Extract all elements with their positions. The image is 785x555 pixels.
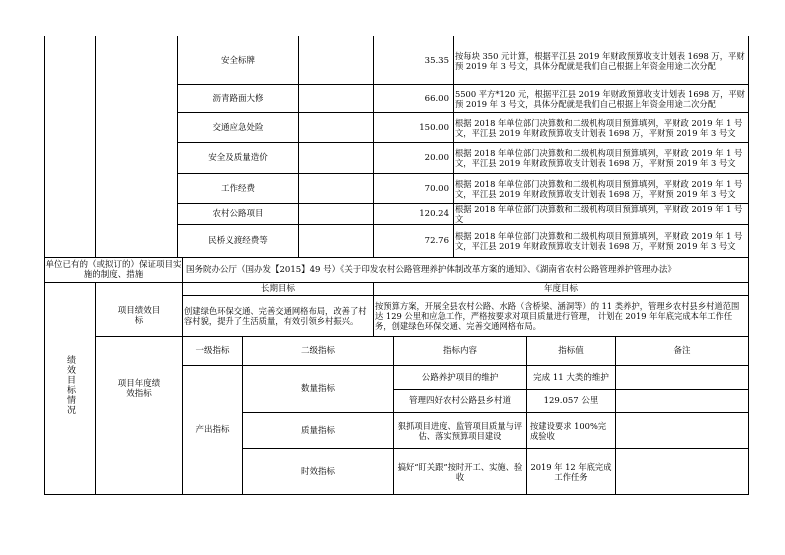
- budget-item-amount: 20.00: [424, 153, 449, 163]
- header-value: 指标值: [558, 346, 584, 356]
- indicator-value: 2019 年 12 年底完成工作任务: [530, 461, 612, 482]
- budget-item-basis: 根据 2018 年单位部门决算数和二级机构项目预算填列，平财政 2019 年 1 号文，平江县 2019 年财政预算收支计划表 1698 万，平财预 2019 年 3 号文: [455, 178, 743, 199]
- project-goal-label: [96, 296, 182, 336]
- annual-goal-text: 按预算方案，开展全县农村公路、水路（含桥梁、涵洞等）的 11 类养护，管理乡农村县乡村道范围达 129 公里和应急工作，严格按要求对项目质量进行管理， 计划在 2019 年年底完成本年工作任务，创建绿色环保交通、完善交通网格布局。: [375, 301, 740, 331]
- budget-item-basis: 按每块 350 元计算，根据平江县 2019 年财政预算收支计划表 1698 万，平财预 2019 年 3 号文，具体分配就是我们自己根据上年资金用途二次分配: [455, 50, 745, 71]
- budget-item-basis: 5500 平方*120 元，根据平江县 2019 年财政预算收支计划表 1698 万，平财预 2019 年 3 号文，具体分配就是我们自己根据上年资金用途二次分配: [455, 88, 745, 109]
- budget-item-name: 农村公路项目: [212, 209, 264, 219]
- timeliness-indicator-label: 时效指标: [300, 466, 335, 477]
- indicator-content: 搞好“盯关跟”按时开工、实施、验收: [397, 461, 523, 482]
- budget-item-amount: 35.35: [424, 55, 449, 66]
- budget-item-name: 安全及质量造价: [208, 153, 268, 163]
- quality-indicator-label: 质量指标: [300, 425, 335, 436]
- budget-item-name: 民桥义渡经费等: [208, 236, 268, 246]
- yearly-indicator-label: [96, 366, 182, 412]
- indicator-value: 完成 11 大类的维护: [533, 372, 609, 383]
- policy-label: 单位已有的（或拟订的）保证项目实施的制度、措施: [45, 260, 182, 280]
- budget-item-amount: 72.76: [424, 236, 449, 246]
- indicator-content: 公路养护项目的维护: [421, 372, 499, 383]
- long-term-header: 长期目标: [260, 284, 295, 294]
- header-level1: 一级指标: [195, 346, 230, 356]
- output-indicator-label: 产出指标: [195, 425, 230, 435]
- indicator-value: 按建设要求 100%完成验收: [530, 420, 607, 441]
- yearly-indicator-label-text: 项目年度绩效指标: [117, 379, 161, 399]
- policy-text: 国务院办公厅（国办发【2015】49 号）《关于印发农村公路管理养护体制改革方案的通知》、《湖南省农村公路管理养护管理办法》: [186, 265, 676, 275]
- budget-item-basis: 根据 2018 年单位部门决算数和二级机构项目预算填列，平财政 2019 年 1 号文，平江县 2019 年财政预算收支计划表 1698 万，平财预 2019 年 3 号文: [455, 148, 743, 168]
- header-content: 指标内容: [442, 346, 477, 356]
- budget-item-amount: 150.00: [419, 122, 449, 133]
- budget-item-name: 工作经费: [220, 183, 255, 194]
- annual-header: 年度目标: [543, 284, 578, 294]
- indicator-value: 129.057 公里: [543, 396, 599, 406]
- budget-item-name: 安全标牌: [220, 55, 255, 66]
- project-goal-label-text: 项目绩效目标: [117, 306, 161, 326]
- budget-item-amount: 70.00: [424, 183, 449, 194]
- budget-item-name: 沥青路面大修: [212, 93, 264, 104]
- budget-item-amount: 66.00: [424, 93, 449, 104]
- indicator-content: 狠抓项目进度、监管项目质量与评估、落实预算项目建设: [397, 420, 523, 441]
- indicator-content: 管理四好农村公路县乡村道: [408, 396, 511, 406]
- long-term-goal-text: 创建绿色环保交通、完善交通网格布局，改善了村容村貌，提升了生活质量，有效引领乡村振兴。: [184, 306, 367, 326]
- budget-item-basis: 根据 2018 年单位部门决算数和二级机构项目预算填列，平财政 2019 年 1 号文，平江县 2019 年财政预算收支计划表 1698 万，平财预 2019 年 3 号文: [455, 231, 743, 251]
- header-level2: 二级指标: [300, 346, 335, 356]
- budget-item-amount: 120.24: [419, 209, 449, 219]
- budget-item-name: 交通应急处险: [212, 122, 264, 133]
- performance-section-label: 绩效目标情况: [65, 355, 75, 415]
- budget-item-basis: 根据 2018 年单位部门决算数和二级机构项目预算填列，平财政 2019 年 1 号文: [455, 204, 743, 224]
- budget-item-basis: 根据 2018 年单位部门决算数和二级机构项目预算填列，平财政 2019 年 1 号文，平江县 2019 年财政预算收支计划表 1698 万，平财预 2019 年 3 号文: [455, 117, 743, 138]
- quantity-indicator-label: 数量指标: [300, 384, 335, 394]
- header-remark: 备注: [673, 346, 691, 356]
